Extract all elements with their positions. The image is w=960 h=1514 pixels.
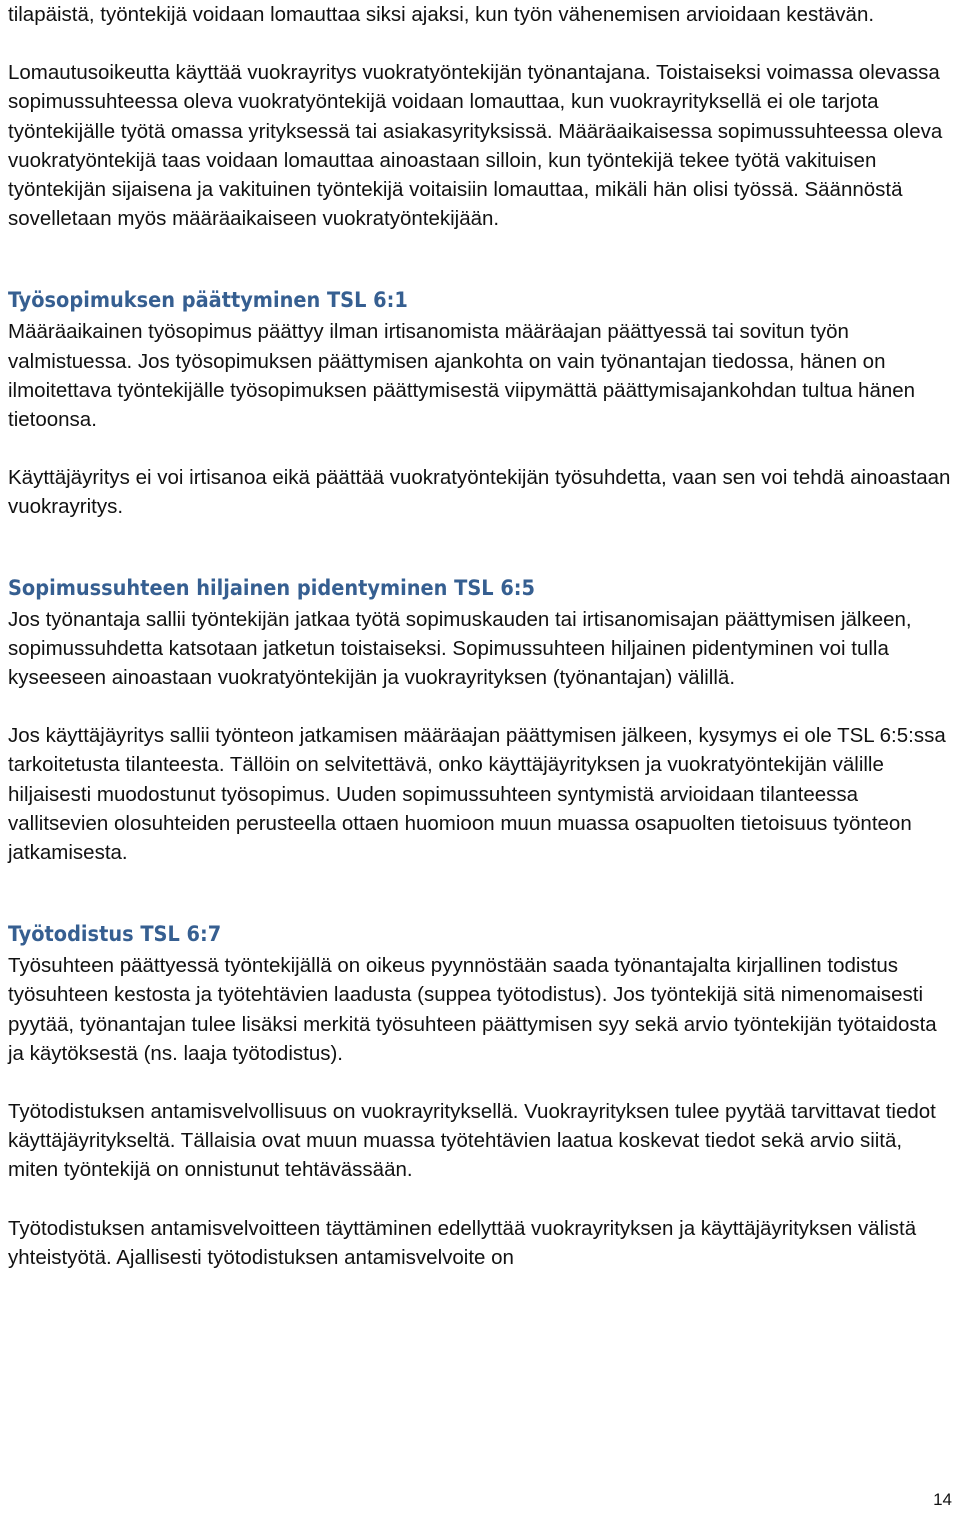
paragraph-layoff-right: Lomautusoikeutta käyttää vuokrayritys vuokratyöntekijän työnantajana. Toistaiseksi voimassa olevassa sopimussuhteessa oleva vuokratyöntekijä voidaan lomauttaa, kun vuokrayrityksellä ei ole tarjota työntekijälle työtä omassa yrityksessä tai asiakasyrityksissä. Määräaikaisessa sopimussuhteessa oleva vuokratyöntekijä taas voidaan lomauttaa ainoastaan silloin, kun työntekijä tekee työtä vakituisen työntekijän sijaisena ja vakituinen työntekijä voitaisiin lomauttaa, mikäli hän olisi työssä. Säännöstä sovelletaan myös määräaikaiseen vuokratyöntekijään.	[8, 61, 943, 231]
paragraph-user-company-continuation: Jos käyttäjäyritys sallii työnteon jatkamisen määräajan päättymisen jälkeen, kysymys ei ole TSL 6:5:ssa tarkoitetusta tilanteesta. Tällöin on selvitettävä, onko käyttäjäyrityksen ja vuokratyöntekijän välille hiljaisesti muodostunut työsopimus. Uuden sopimussuhteen syntymistä arvioidaan tilanteessa vallitsevien olosuhteiden perusteella ottaen huomioon muun muassa osapuolten tietoisuus työnteon jatkamisesta.	[8, 724, 946, 865]
paragraph-certificate-obligation: Työtodistuksen antamisvelvollisuus on vuokrayrityksellä. Vuokrayrityksen tulee pyytää tarvittavat tiedot käyttäjäyritykseltä. Tällaisia ovat muun muassa työtehtävien laatua koskevat tiedot sekä arvio siitä, miten työntekijä on onnistunut tehtävässään.	[8, 1100, 936, 1182]
paragraph-certificate-cooperation: Työtodistuksen antamisvelvoitteen täyttäminen edellyttää vuokrayrityksen ja käyttäjäyrityksen välistä yhteistyötä. Ajallisesti työtodistuksen antamisvelvoite on	[8, 1216, 917, 1269]
paragraph-tacit-extension: Jos työnantaja sallii työntekijän jatkaa työtä sopimuskauden tai irtisanomisajan päättymisen jälkeen, sopimussuhdetta katsotaan jatketun toistaiseksi. Sopimussuhteen hiljainen pidentyminen voi tulla kyseeseen ainoastaan vuokratyöntekijän ja vuokrayrityksen (työnantajan) välillä.	[8, 607, 912, 690]
heading-contract-ending: Työsopimuksen päättyminen TSL 6:1	[8, 288, 408, 314]
paragraph-fixed-term-ending: Määräaikainen työsopimus päättyy ilman irtisanomista määräajan päättyessä tai sovitun työn valmistuessa. Jos työsopimuksen päättymisen ajankohta on vain työnantajan tiedossa, hänen on ilmoitettava työntekijälle työsopimuksen päättymisestä viipymättä päättymisajankohdan tultua hänen tietoonsa.	[8, 320, 916, 432]
heading-tacit-extension: Sopimussuhteen hiljainen pidentyminen TSL 6:5	[8, 575, 536, 601]
page-number: 14	[933, 1490, 952, 1509]
document-page	[8, 0, 956, 1272]
paragraph-certificate-right: Työsuhteen päättyessä työntekijällä on oikeus pyynnöstään saada työnantajalta kirjallinen todistus työsuhteen kestosta ja työtehtävien laadusta (suppea työtodistus). Jos työntekijä sitä nimenomaisesti pyytää, työnantajan tulee lisäksi merkitä työsuhteen päättymisen syy sekä arvio työntekijän työtaidosta ja käytöksestä (ns. laaja työtodistus).	[8, 954, 937, 1065]
heading-work-certificate: Työtodistus TSL 6:7	[8, 922, 222, 948]
paragraph-user-company-termination: Käyttäjäyritys ei voi irtisanoa eikä päättää vuokratyöntekijän työsuhdetta, vaan sen voi tehdä ainoastaan vuokrayritys.	[8, 466, 951, 519]
paragraph-layoff-duration: tilapäistä, työntekijä voidaan lomauttaa siksi ajaksi, kun työn vähenemisen arvioidaan kestävän.	[8, 3, 875, 26]
